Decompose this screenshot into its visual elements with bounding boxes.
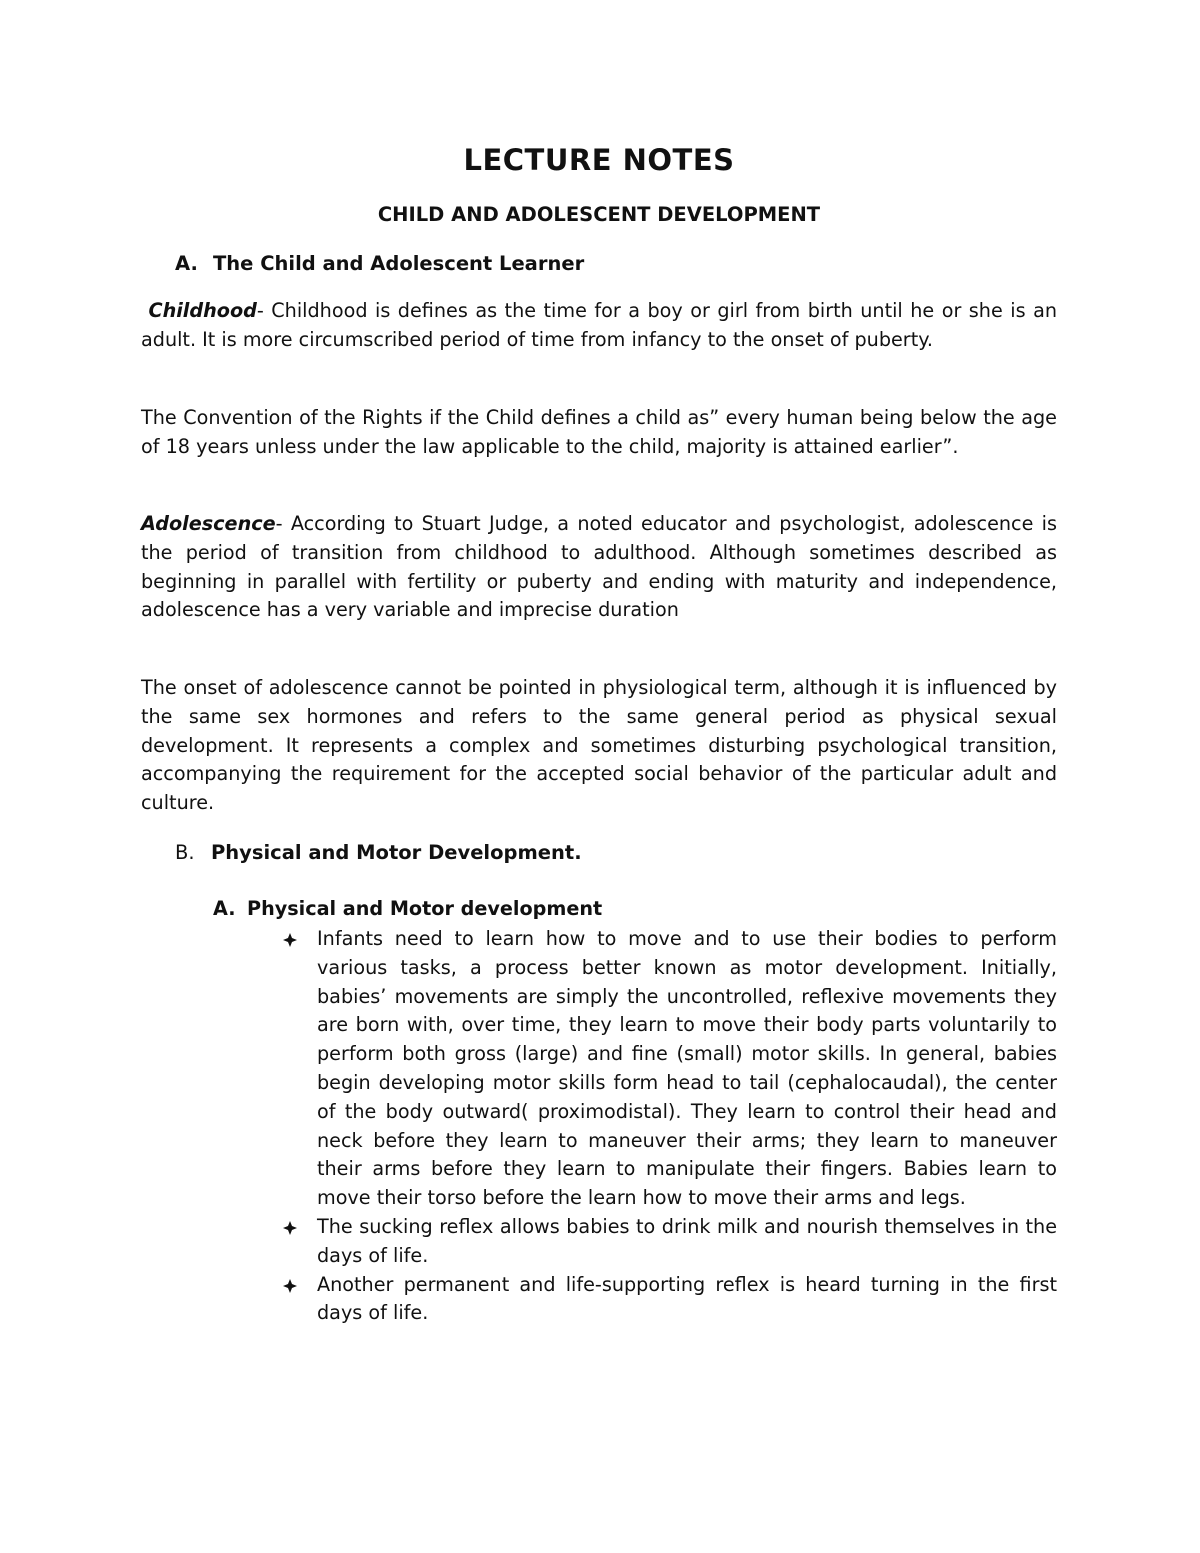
convention-paragraph: The Convention of the Rights if the Child defines a child as” every human being below the age of 18 years unless under the law applicable to the child, majority is attained earlier”. bbox=[141, 406, 1057, 458]
list-item bbox=[282, 1213, 1057, 1271]
bullet-list bbox=[282, 925, 1057, 1328]
subsection-title: Physical and Motor development bbox=[247, 897, 603, 920]
document-subtitle: CHILD AND ADOLESCENT DEVELOPMENT bbox=[377, 203, 821, 226]
section-a-title: The Child and Adolescent Learner bbox=[213, 252, 585, 275]
bullet-text: Infants need to learn how to move and to use their bodies to perform various tasks, a process better known as motor development. Initially, babies’ movements are simply the uncontrolled, reflexive movements they are born with, over time, they learn to move their body parts voluntarily to perform both gross (large) and fine (small) motor skills. In general, babies begin developing motor skills form head to tail (cephalocaudal), the center of the body outward( proximodistal). They learn to control their head and neck before they learn to maneuver their arms; they learn to maneuver their arms before they learn to manipulate their fingers. Babies learn to move their torso before the learn how to move their arms and legs. bbox=[317, 927, 1057, 1210]
list-item bbox=[282, 1271, 1057, 1329]
section-a-number: A. bbox=[175, 252, 198, 275]
bullet-text: The sucking reflex allows babies to drink milk and nourish themselves in the days of life. bbox=[317, 1214, 1057, 1267]
adolescence-definition: - According to Stuart Judge, a noted educator and psychologist, adolescence is the period of transition from childhood to adulthood. Although sometimes described as beginning in parallel with fertility or puberty and ending with maturity and independence, adolescence has a very variable and imprecise duration bbox=[141, 512, 1057, 622]
onset-paragraph: The onset of adolescence cannot be pointed in physiological term, although it is influenced by the same sex hormones and refers to the same general period as physical sexual development. It represents a complex and sometimes disturbing psychological transition, accompanying the requirement for the accepted social behavior of the particular adult and culture. bbox=[141, 676, 1057, 815]
section-b-number: B. bbox=[175, 841, 195, 864]
subsection-number: A. bbox=[213, 897, 236, 920]
section-b-title: Physical and Motor Development bbox=[211, 841, 575, 864]
diamond-bullet-icon bbox=[282, 1220, 298, 1236]
bullet-text: Another permanent and life-supporting reflex is heard turning in the first days of life. bbox=[317, 1272, 1057, 1325]
childhood-definition: - Childhood is defines as the time for a boy or girl from birth until he or she is an adult. It is more circumscribed period of time from infancy to the onset of puberty. bbox=[141, 299, 1057, 351]
list-item bbox=[282, 925, 1057, 1213]
adolescence-term: Adolescence bbox=[141, 512, 276, 535]
section-a-heading bbox=[175, 251, 584, 277]
document-title: LECTURE NOTES bbox=[463, 143, 735, 177]
diamond-bullet-icon bbox=[282, 1278, 298, 1294]
childhood-paragraph bbox=[141, 297, 1057, 355]
subsection-heading bbox=[213, 896, 602, 922]
section-b-heading bbox=[175, 840, 582, 866]
diamond-bullet-icon bbox=[282, 932, 298, 948]
childhood-term: Childhood bbox=[148, 299, 257, 322]
section-b-title-suffix: . bbox=[574, 841, 582, 864]
adolescence-paragraph bbox=[141, 510, 1057, 625]
